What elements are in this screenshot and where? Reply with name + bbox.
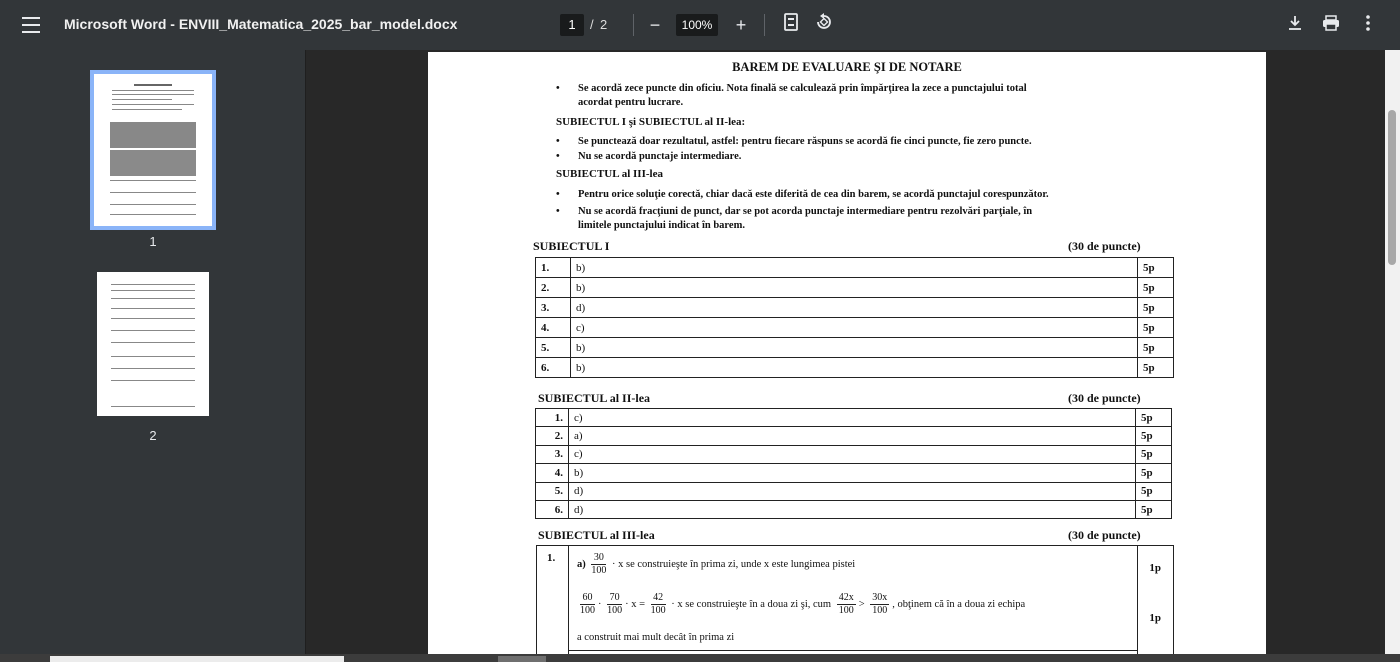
vertical-scrollbar[interactable] [1385,50,1400,654]
page-heading: BAREM DE EVALUARE ŞI DE NOTARE [732,60,962,74]
points-cell: 5p [1138,318,1174,338]
section-title: SUBIECTUL al III-lea [538,528,655,542]
more-vert-icon[interactable] [1355,12,1381,38]
zoom-input[interactable]: 100% [676,14,718,36]
rule-bullet: • Nu se acordă fracţiuni de punct, dar se pot acorda punctaje intermediare pentru rezolvări parţiale, în [578,206,1032,217]
scroll-segment [50,656,344,662]
answer-cell: b) [569,464,1136,482]
scrollbar-thumb[interactable] [1388,110,1396,265]
current-page-input[interactable]: 1 [560,14,584,36]
answer-cell: c) [569,445,1136,463]
solution-line-1 [577,552,855,577]
thumbnail-label: 2 [149,428,157,443]
answer-cell: b) [571,338,1138,358]
item-number: 3. [536,298,571,318]
item-number: 1. [537,546,569,654]
intro-bullet-continued: acordat pentru lucrare. [578,97,684,108]
item-number: 1. [536,258,571,278]
item-number: 5. [536,482,569,500]
points-cell: 5p [1138,278,1174,298]
item-number: 6. [536,358,571,378]
table-row [536,298,1174,318]
table-row [536,338,1174,358]
pdf-toolbar [0,0,1400,50]
answer-cell: c) [569,409,1136,427]
solution-text: · x se construieşte în prima zi, unde x este lungimea pistei [612,558,856,570]
line-points: 1p [1149,612,1161,624]
subheading-1-2: SUBIECTUL I şi SUBIECTUL al II-lea: [556,116,746,128]
solution-line-2: $\frac{60}{100}$ · $\frac{70}{100}$ · x = $\frac{42}{100}$ · x se construieşte în a doua zi şi, cum $\frac{42x}{100}$ > $\frac{30x}{100}$ , obţinem că în a doua zi echipa [580,592,1026,616]
line-points: 1p [1149,562,1161,574]
rotate-icon[interactable] [811,12,837,38]
item-number: 2. [536,427,569,445]
menu-icon[interactable] [22,16,40,34]
solution-text: , obţinem că în a doua zi echipa [892,598,1026,610]
answer-table-section2 [535,408,1172,519]
table-row [536,500,1172,518]
toolbar-divider [764,14,765,36]
print-icon[interactable] [1318,12,1344,38]
table-row [536,409,1172,427]
fit-page-icon[interactable] [778,12,804,38]
points-cell: 5p [1136,464,1172,482]
answer-cell: c) [571,318,1138,338]
points-cell: 5p [1138,358,1174,378]
fraction: $\frac{42x}{100}$ [838,592,854,616]
fraction: $\frac{60}{100}$ [580,592,595,616]
document-viewer[interactable] [307,50,1385,654]
zoom-out-button[interactable]: − [649,15,661,35]
subheading-3: SUBIECTUL al III-lea [556,168,663,180]
fraction: $\frac{30}{100}$ [591,552,607,576]
row-divider [569,650,1137,651]
answer-cell: b) [571,278,1138,298]
answer-cell: b) [571,258,1138,278]
fraction: $\frac{30x}{100}$ [872,592,888,616]
scroll-segment [498,656,546,662]
page-thumbnail-1[interactable] [94,74,212,226]
points-cell: 5p [1136,500,1172,518]
table-row [536,482,1172,500]
answer-table-section1 [535,257,1174,378]
points-cell: 5p [1136,409,1172,427]
rule-bullet: • Nu se acordă punctaje intermediare. [578,151,741,162]
intro-bullet: • Se acordă zece puncte din oficiu. Nota finală se calculează prin împărţirea la zece a punctajului total [578,83,1027,94]
item-number: 4. [536,464,569,482]
fraction: $\frac{70}{100}$ [607,592,623,616]
section-title: SUBIECTUL al II-lea [538,391,651,405]
solution-line-3: a construit mai mult decât în prima zi [577,632,735,643]
points-cell: 5p [1136,427,1172,445]
table-row [536,258,1174,278]
fraction: $\frac{42}{100}$ [650,592,666,616]
document-title: Microsoft Word - ENVIII_Matematica_2025_bar_model.docx [64,16,458,32]
points-cell: 5p [1136,482,1172,500]
rule-bullet: • Se punctează doar rezultatul, astfel: pentru fiecare răspuns se acordă fie cinci puncte, fie zero puncte. [578,136,1032,147]
table-row [536,427,1172,445]
table-row [536,464,1172,482]
item-number: 3. [536,445,569,463]
subitem-label: a) [577,558,586,570]
thumbnail-label: 1 [149,234,157,249]
item-number: 6. [536,500,569,518]
section-points: (30 de puncte) [1068,239,1141,253]
table-row [536,358,1174,378]
download-icon[interactable] [1282,12,1308,38]
points-cell: 5p [1136,445,1172,463]
document-page [428,52,1266,654]
table-row [536,445,1172,463]
item-number: 5. [536,338,571,358]
rule-bullet-continued: limitele punctajului indicat în barem. [578,220,745,231]
section-points: (30 de puncte) [1068,528,1141,542]
total-pages: 2 [600,17,608,32]
section3-answer-box [536,545,1174,654]
table-row [536,318,1174,338]
zoom-in-button[interactable]: + [735,15,747,35]
item-number: 2. [536,278,571,298]
solution-text: · x se construieşte în a doua zi şi, cum [671,598,832,610]
points-cell: 5p [1138,338,1174,358]
page-thumbnail-2[interactable] [97,272,209,416]
answer-cell: d) [569,500,1136,518]
answer-cell: b) [571,358,1138,378]
section-title: SUBIECTUL I [533,239,610,253]
answer-cell: d) [571,298,1138,318]
horizontal-scrollbar[interactable] [0,654,1400,662]
section-points: (30 de puncte) [1068,391,1141,405]
toolbar-divider [633,14,634,36]
page-separator: / [590,17,594,32]
points-cell: 5p [1138,298,1174,318]
item-number: 4. [536,318,571,338]
answer-cell: d) [569,482,1136,500]
item-number: 1. [536,409,569,427]
points-cell: 5p [1138,258,1174,278]
table-row [536,278,1174,298]
thumbnail-sidebar [0,50,306,654]
rule-bullet: • Pentru orice soluţie corectă, chiar dacă este diferită de cea din barem, se acordă punctajul corespunzător. [578,189,1049,200]
answer-cell: a) [569,427,1136,445]
